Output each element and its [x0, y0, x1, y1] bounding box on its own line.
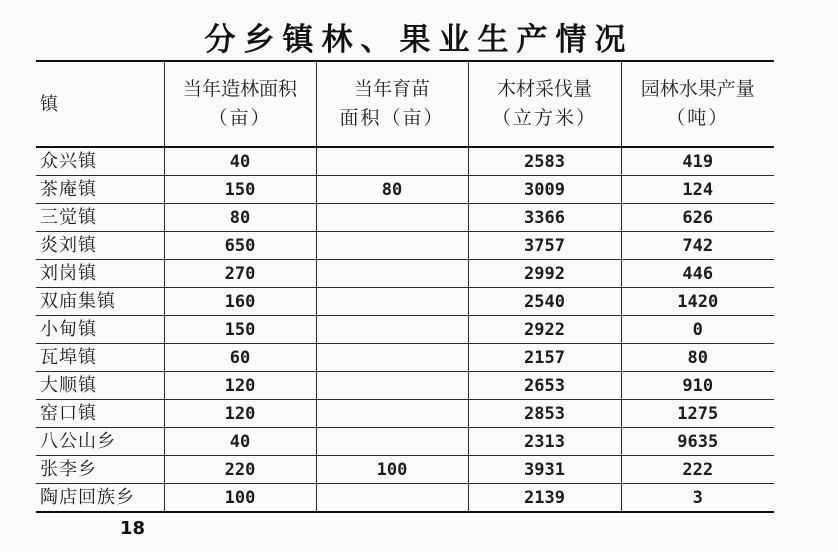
header-afforestation-area	[164, 61, 316, 147]
cell-timber: 2992	[468, 260, 621, 288]
header-fruit-line1: 园林水果产量	[640, 78, 755, 100]
cell-town: 刘岗镇	[36, 260, 164, 288]
table-row	[36, 372, 774, 400]
table-row	[36, 344, 774, 372]
cell-town: 茶庵镇	[36, 176, 164, 204]
table-row	[36, 147, 774, 176]
cell-afforestation: 650	[164, 232, 316, 260]
cell-timber: 2313	[468, 428, 621, 456]
cell-afforestation: 120	[164, 400, 316, 428]
cell-town: 瓦埠镇	[36, 344, 164, 372]
table-row	[36, 400, 774, 428]
table-row	[36, 232, 774, 260]
cell-town: 三觉镇	[36, 204, 164, 232]
cell-timber: 2653	[468, 372, 621, 400]
cell-nursery	[316, 344, 468, 372]
table-header-row	[36, 61, 774, 147]
cell-fruit: 910	[621, 372, 774, 400]
cell-afforestation: 150	[164, 316, 316, 344]
cell-fruit: 0	[621, 316, 774, 344]
cell-afforestation: 270	[164, 260, 316, 288]
cell-town: 张李乡	[36, 456, 164, 484]
cell-town: 八公山乡	[36, 428, 164, 456]
cell-afforestation: 220	[164, 456, 316, 484]
cell-nursery	[316, 400, 468, 428]
cell-nursery	[316, 288, 468, 316]
cell-fruit: 222	[621, 456, 774, 484]
page-number: 18	[120, 518, 146, 539]
cell-nursery	[316, 147, 468, 176]
cell-nursery: 100	[316, 456, 468, 484]
header-timber-harvest	[468, 61, 621, 147]
cell-fruit: 124	[621, 176, 774, 204]
cell-fruit: 9635	[621, 428, 774, 456]
cell-timber: 3931	[468, 456, 621, 484]
cell-fruit: 1420	[621, 288, 774, 316]
cell-afforestation: 40	[164, 428, 316, 456]
cell-timber: 3009	[468, 176, 621, 204]
cell-timber: 2583	[468, 147, 621, 176]
cell-town: 众兴镇	[36, 147, 164, 176]
cell-town: 小甸镇	[36, 316, 164, 344]
header-timber-line1: 木材采伐量	[496, 78, 592, 100]
header-timber-line2: （立方米）	[491, 107, 597, 129]
cell-nursery	[316, 316, 468, 344]
page-title: 分乡镇林、果业生产情况	[204, 22, 634, 58]
cell-nursery	[316, 484, 468, 513]
cell-timber: 2922	[468, 316, 621, 344]
cell-town: 大顺镇	[36, 372, 164, 400]
header-nursery-area	[316, 61, 468, 147]
header-afforestation-line1: 当年造林面积	[182, 78, 297, 100]
cell-afforestation: 40	[164, 147, 316, 176]
cell-fruit: 742	[621, 232, 774, 260]
cell-afforestation: 150	[164, 176, 316, 204]
cell-nursery: 80	[316, 176, 468, 204]
header-nursery-line1: 当年育苗	[353, 78, 430, 100]
table-row	[36, 176, 774, 204]
table-row	[36, 484, 774, 513]
cell-afforestation: 120	[164, 372, 316, 400]
table-row	[36, 288, 774, 316]
table-row	[36, 456, 774, 484]
cell-fruit: 419	[621, 147, 774, 176]
table-row	[36, 428, 774, 456]
cell-fruit: 626	[621, 204, 774, 232]
table-row	[36, 316, 774, 344]
forestry-fruit-table	[36, 60, 774, 513]
cell-fruit: 3	[621, 484, 774, 513]
cell-afforestation: 80	[164, 204, 316, 232]
cell-town: 炎刘镇	[36, 232, 164, 260]
header-fruit-line2: （吨）	[666, 107, 730, 129]
cell-nursery	[316, 428, 468, 456]
cell-timber: 3757	[468, 232, 621, 260]
cell-town: 陶店回族乡	[36, 484, 164, 513]
header-fruit-output	[621, 61, 774, 147]
cell-town: 窑口镇	[36, 400, 164, 428]
cell-afforestation: 100	[164, 484, 316, 513]
table-row	[36, 204, 774, 232]
cell-timber: 3366	[468, 204, 621, 232]
cell-nursery	[316, 372, 468, 400]
cell-timber: 2853	[468, 400, 621, 428]
table-row	[36, 260, 774, 288]
cell-fruit: 446	[621, 260, 774, 288]
cell-timber: 2139	[468, 484, 621, 513]
header-nursery-line2: 面积（亩）	[339, 107, 445, 129]
cell-nursery	[316, 260, 468, 288]
cell-fruit: 1275	[621, 400, 774, 428]
cell-nursery	[316, 204, 468, 232]
cell-afforestation: 160	[164, 288, 316, 316]
cell-nursery	[316, 232, 468, 260]
header-afforestation-line2: （亩）	[208, 107, 272, 129]
header-town: 镇	[36, 61, 164, 147]
cell-timber: 2157	[468, 344, 621, 372]
cell-town: 双庙集镇	[36, 288, 164, 316]
cell-timber: 2540	[468, 288, 621, 316]
cell-afforestation: 60	[164, 344, 316, 372]
cell-fruit: 80	[621, 344, 774, 372]
